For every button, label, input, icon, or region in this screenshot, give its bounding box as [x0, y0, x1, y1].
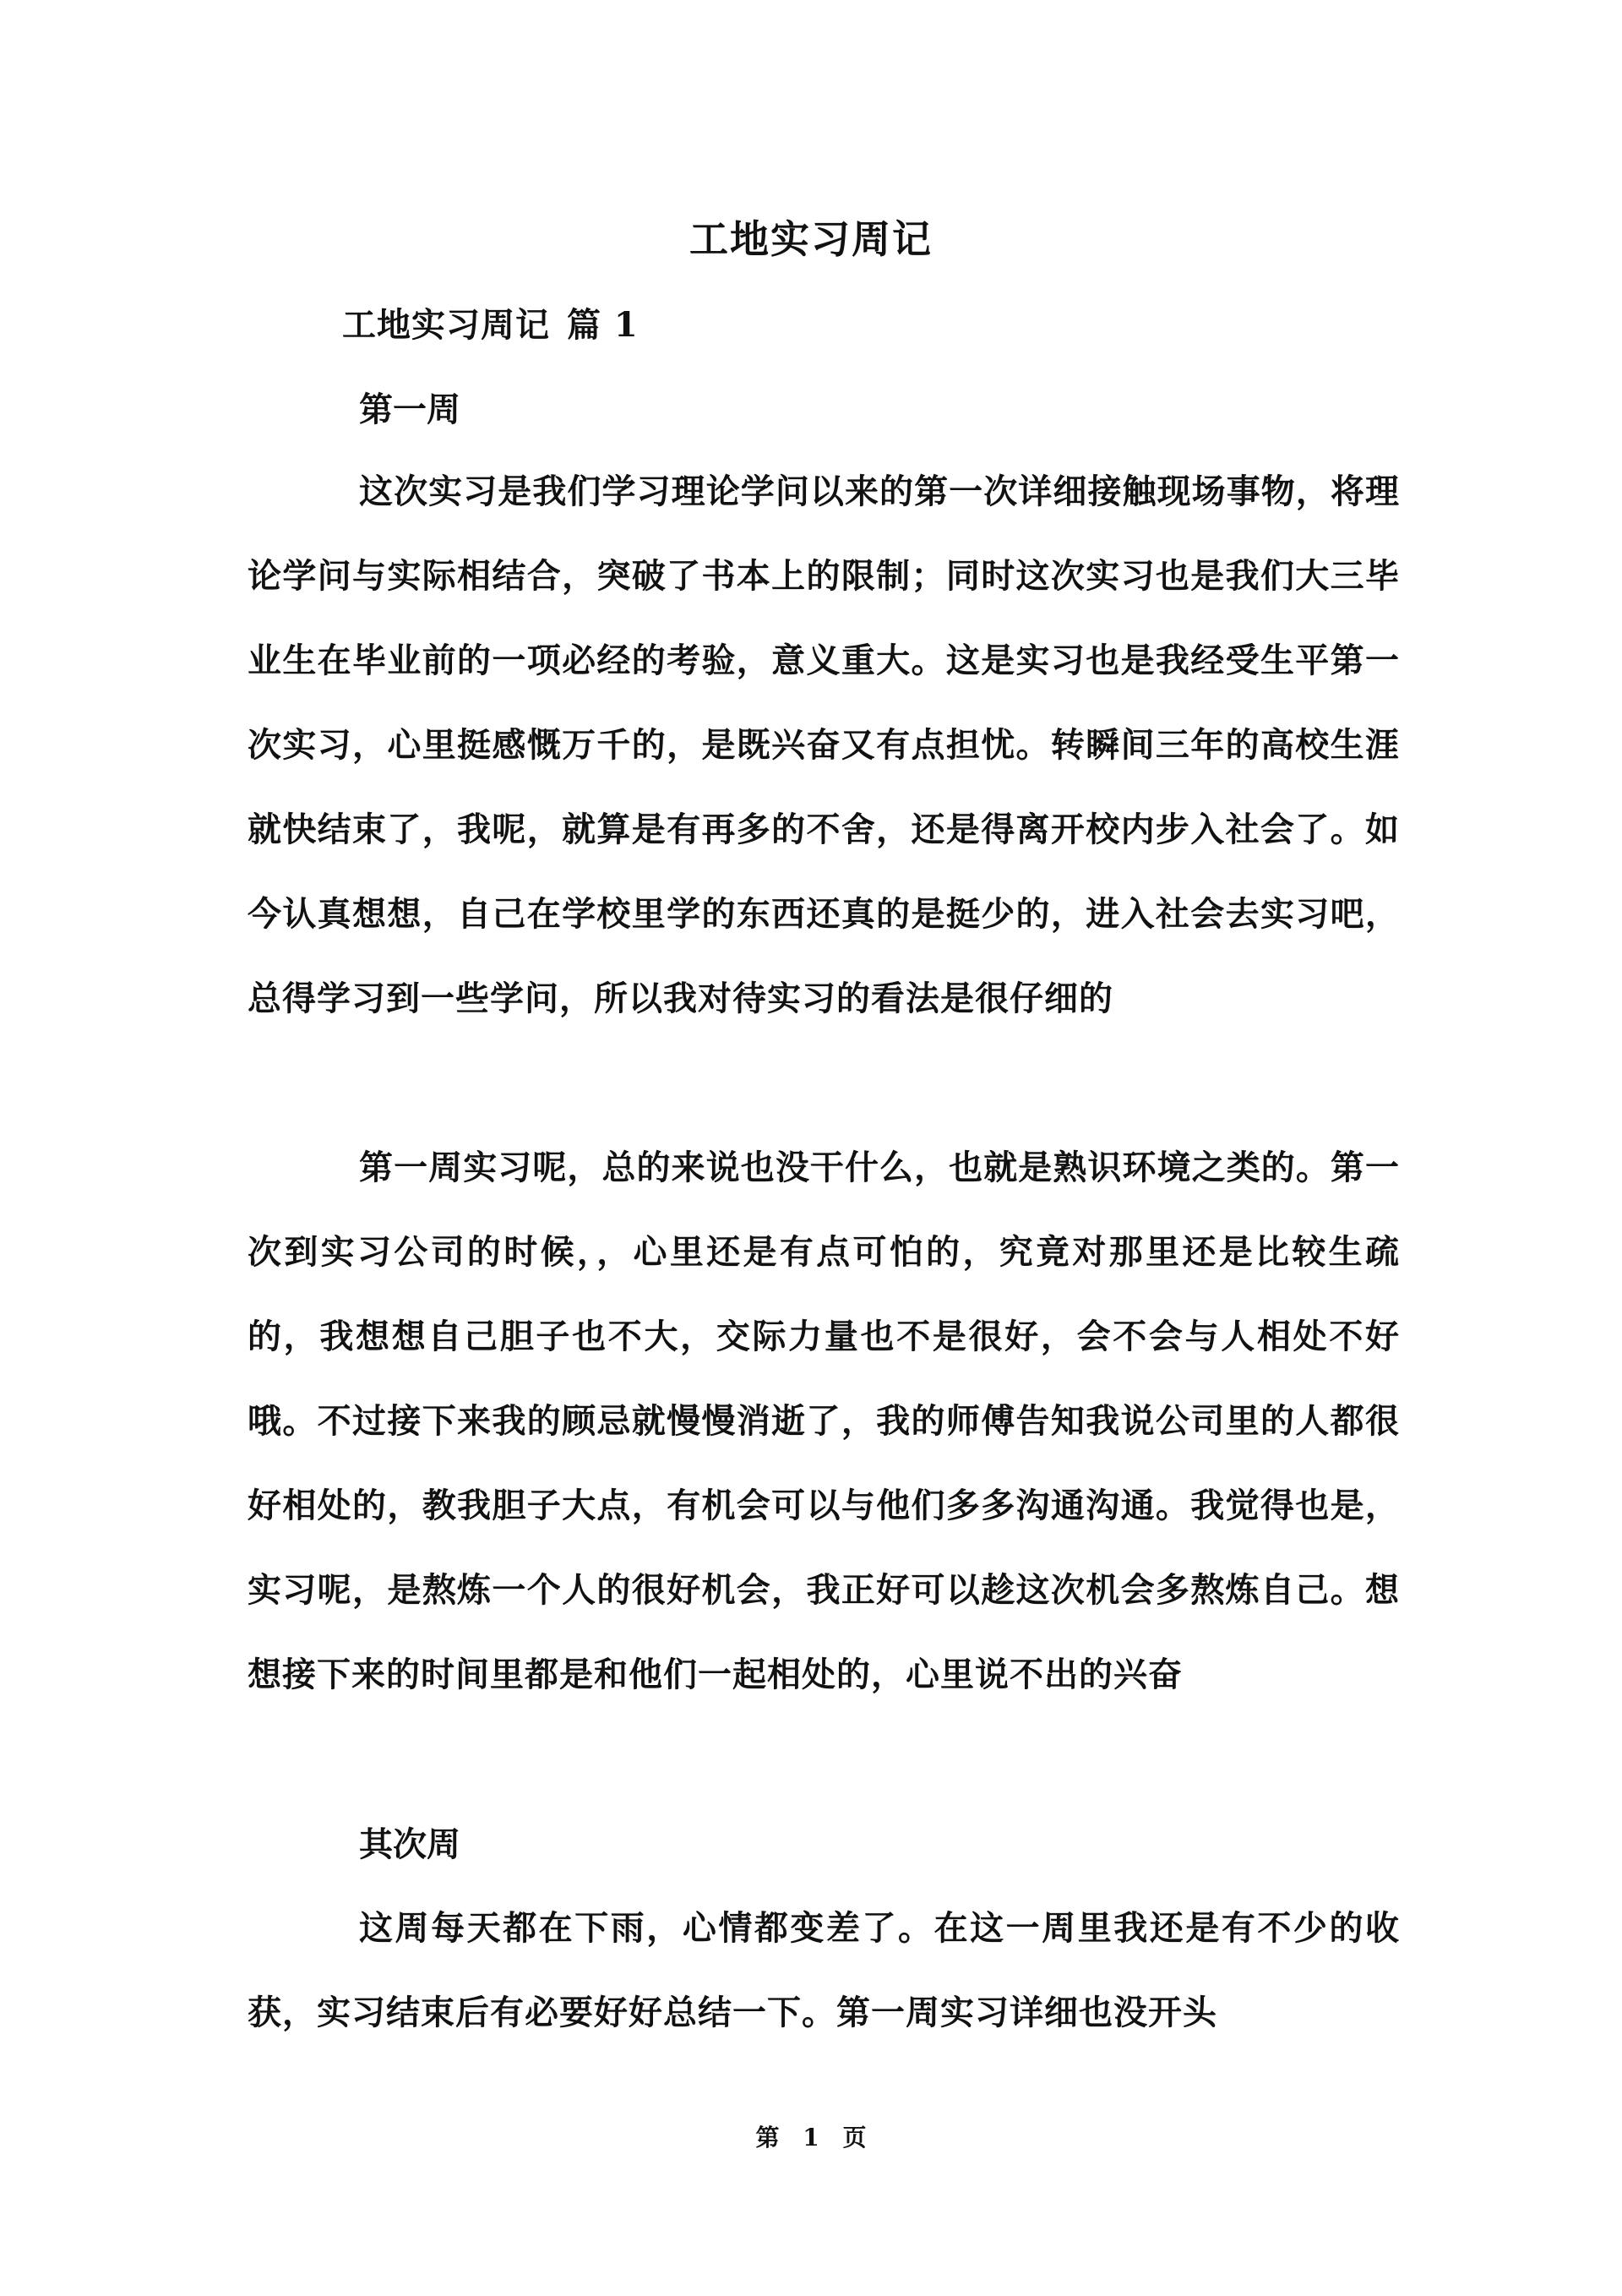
section-heading-week-1: 第一周: [359, 390, 460, 429]
page-number: 1: [803, 2124, 819, 2151]
paragraph-week-1-intro: 这次实习是我们学习理论学问以来的第一次详细接触现场事物，将理论学问与实际相结合，突破了书本上的限制；同时这次实习也是我们大三毕业生在毕业前的一项必经的考验，意义重大。这是实习也是我经受生平第一次实习，心里挺感慨万千的，是既兴奋又有点担忧。转瞬间三年的高校生涯就快结束了，我呢，就算是有再多的不舍，还是得离开校内步入社会了。如今认真想想，自己在学校里学的东西还真的是挺少的，进入社会去实习吧，总得学习到一些学问，所以我对待实习的看法是很仔细的: [248, 472, 1400, 1018]
document-title: 工地实习周记: [689, 216, 933, 262]
paragraph-week-2: 这周每天都在下雨，心情都变差了。在这一周里我还是有不少的收获，实习结束后有必要好好总结一下。第一周实习详细也没开头: [248, 1908, 1400, 2032]
document-subtitle: [342, 296, 639, 355]
section-heading-week-2: 其次周: [359, 1824, 460, 1864]
subtitle-text: 工地实习周记: [342, 305, 550, 345]
footer-suffix: 页: [842, 2124, 867, 2151]
page-footer: [0, 2121, 1622, 2155]
subtitle-part-label: 篇 1: [567, 305, 639, 345]
paragraph-week-1-experience: 第一周实习呢，总的来说也没干什么，也就是熟识环境之类的。第一次到实习公司的时候，，心里还是有点可怕的，究竟对那里还是比较生疏的，我想想自己胆子也不大，交际力量也不是很好，会不会与人相处不好哦。不过接下来我的顾忌就慢慢消逝了，我的师傅告知我说公司里的人都很好相处的，教我胆子大点，有机会可以与他们多多沟通沟通。我觉得也是，实习呢，是熬炼一个人的很好机会，我正好可以趁这次机会多熬炼自己。想想接下来的时间里都是和他们一起相处的，心里说不出的兴奋: [248, 1148, 1400, 1694]
footer-prefix: 第: [755, 2124, 780, 2151]
